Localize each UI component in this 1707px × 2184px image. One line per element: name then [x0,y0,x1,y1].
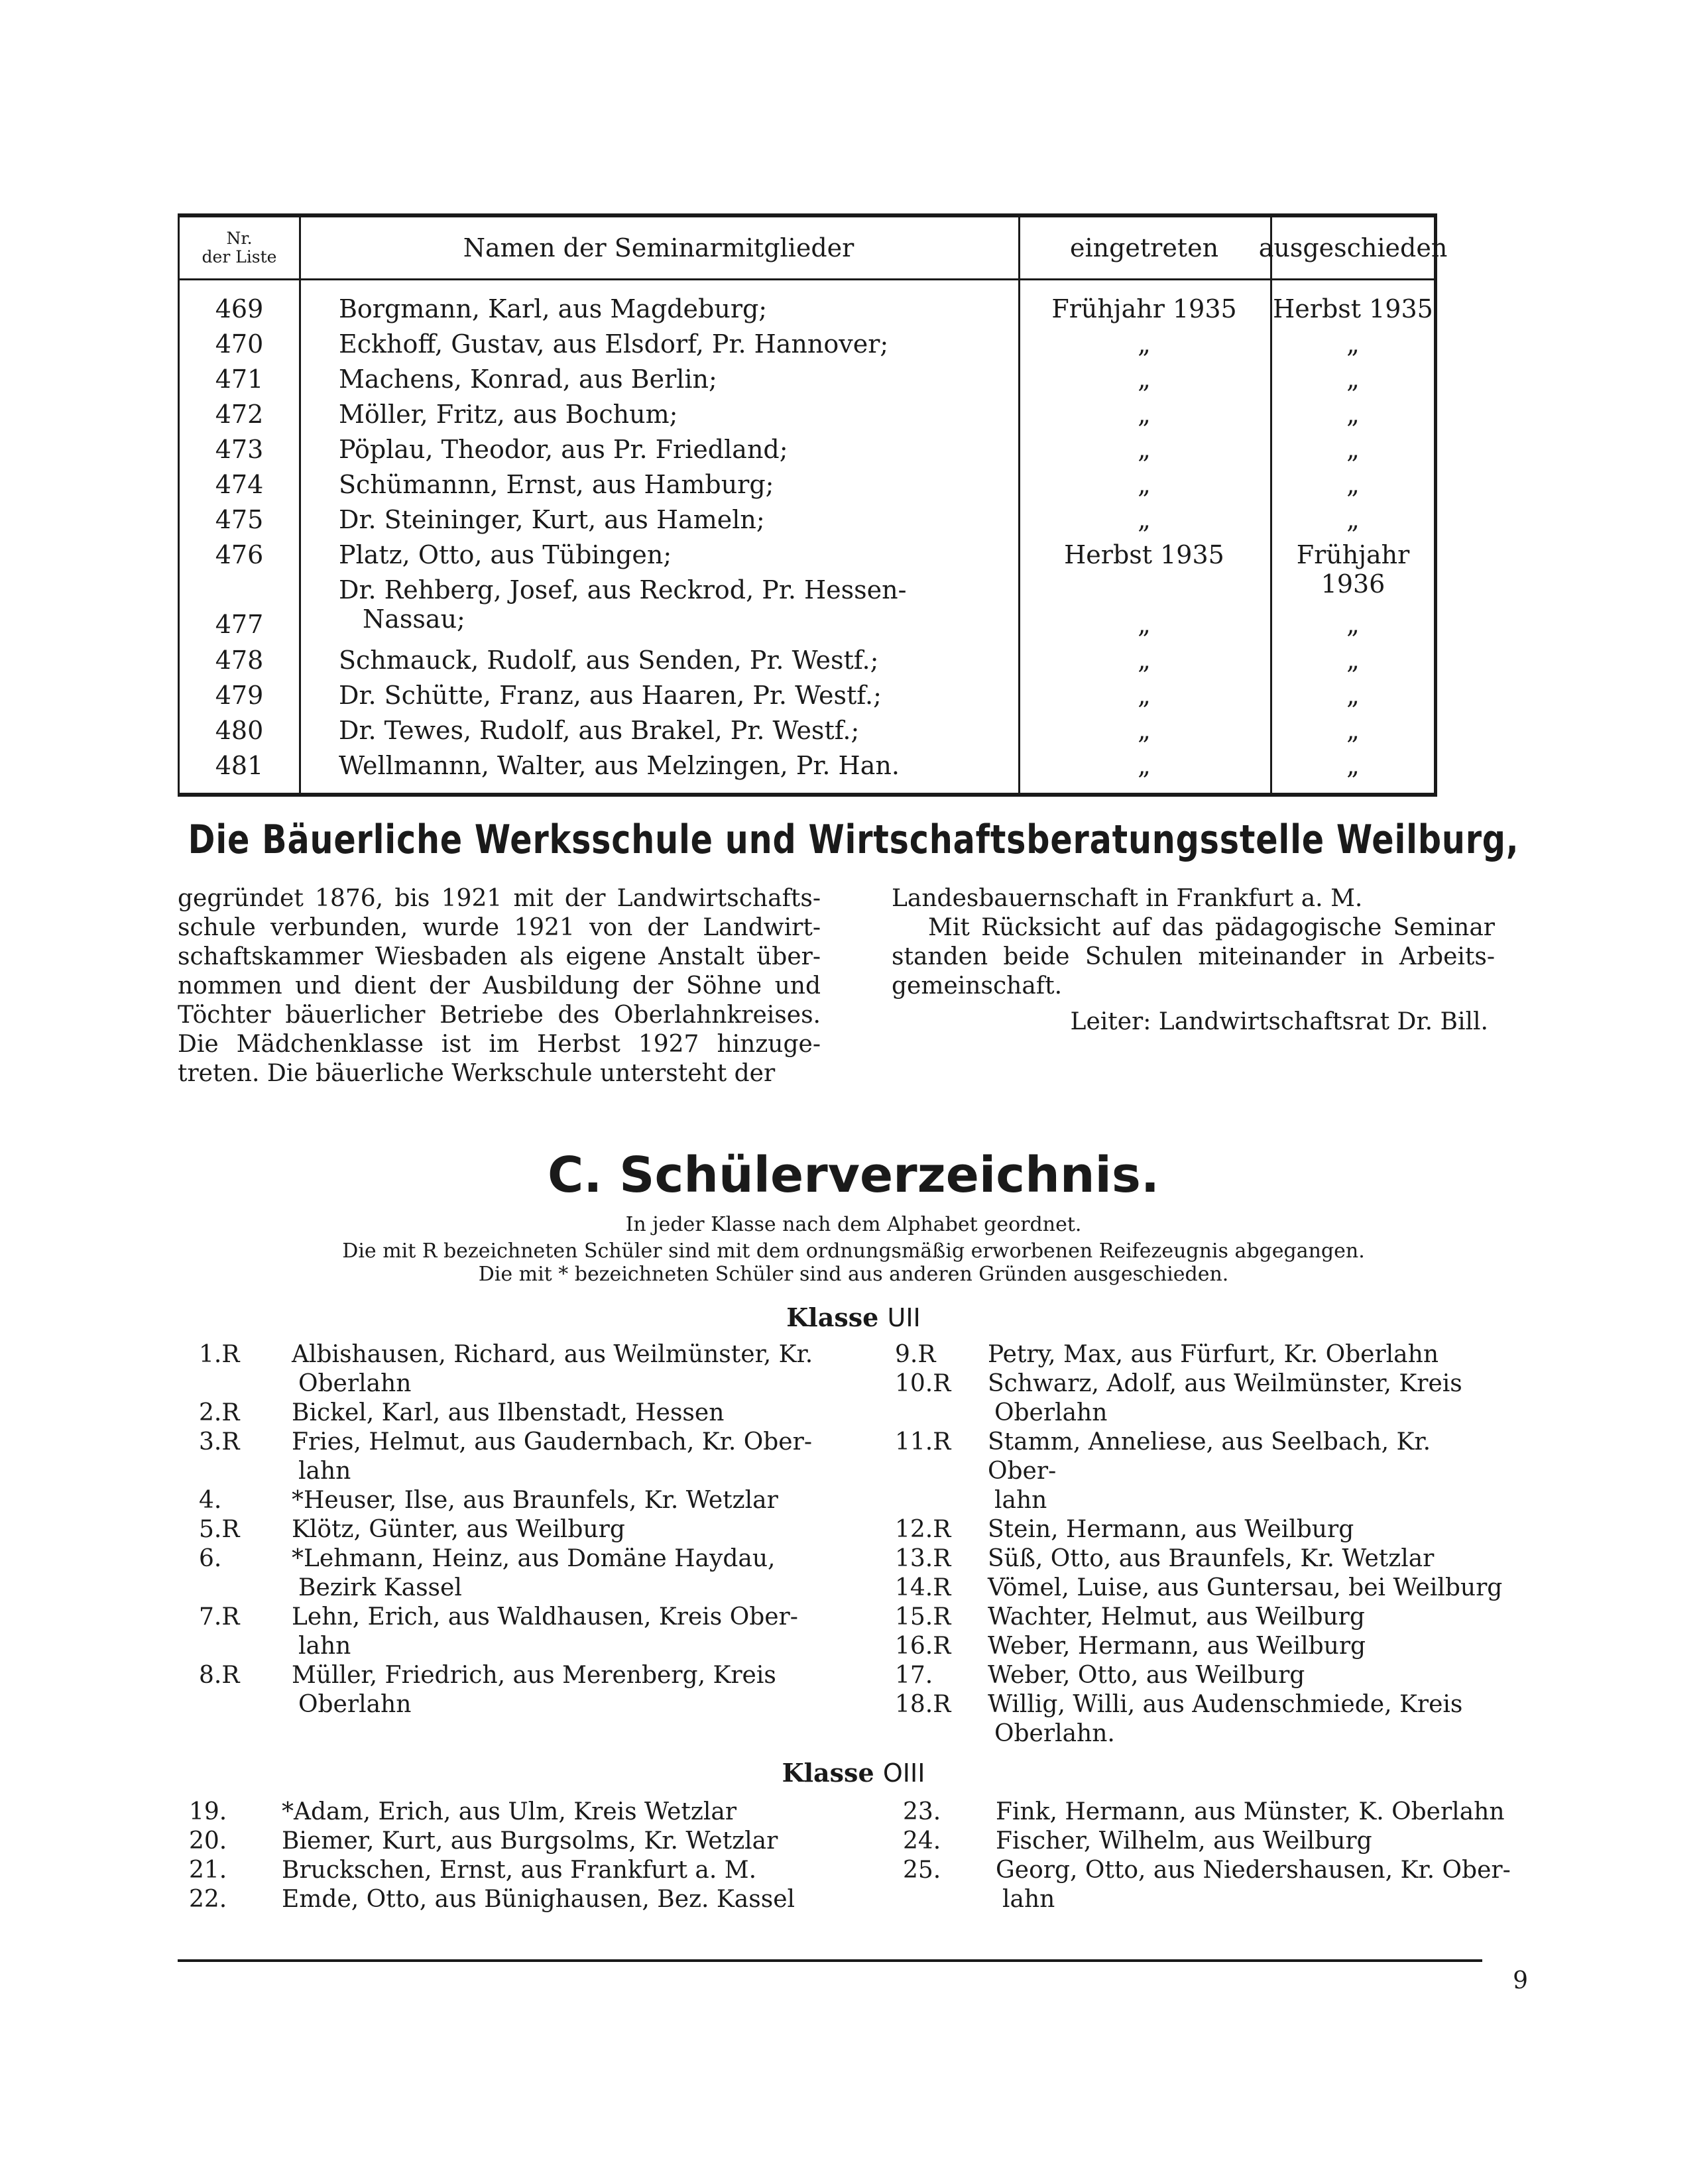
row-nr: 479 [215,681,264,710]
row-name: Borgmann, Karl, aus Magdeburg; [339,294,768,323]
row-eingetreten: „ [1138,610,1151,639]
row-eingetreten: „ [1138,329,1151,359]
student-text: Petry, Max, aus Fürfurt, Kr. Oberlahn [988,1341,1439,1368]
list-item [199,1661,855,1719]
werkschule-text-right-line1: Landesbauernschaft in Frankfurt a. M. [892,885,1363,912]
student-text: Fries, Helmut, aus Gaudernbach, Kr. Ober- [292,1428,812,1456]
row-ausgeschieden: Frühjahr 1936 [1296,540,1410,599]
student-number: 15.R [895,1603,951,1631]
row-nr: 469 [215,294,264,323]
list-item [189,1798,858,1827]
row-eingetreten: „ [1138,400,1151,429]
list-item [189,1827,858,1856]
werkschule-leiter: Leiter: Landwirtschaftsrat Dr. Bill. [1070,1008,1488,1035]
student-text: Wachter, Helmut, aus Weilburg [988,1603,1365,1631]
row-ausgeschieden: „ [1346,751,1360,780]
student-text: Emde, Otto, aus Bünighausen, Bez. Kassel [282,1886,795,1913]
header-name: Namen der Seminarmitglieder [463,233,854,262]
student-text: Fischer, Wilhelm, aus Weilburg [996,1827,1372,1855]
student-text: *Adam, Erich, aus Ulm, Kreis Wetzlar [282,1798,737,1825]
student-number: 1.R [199,1341,240,1368]
student-number: 17. [895,1662,933,1689]
list-item [199,1486,855,1515]
student-text: Willig, Willi, aus Audenschmiede, Kreis [988,1691,1463,1718]
student-text: Bickel, Karl, aus Ilbenstadt, Hessen [292,1399,725,1426]
list-item [199,1603,855,1661]
student-text: Müller, Friedrich, aus Merenberg, Kreis [292,1662,776,1689]
row-eingetreten: „ [1138,470,1151,499]
student-text-cont: Oberlahn [298,1691,412,1718]
row-name: Pöplau, Theodor, aus Pr. Friedland; [339,435,788,464]
student-number: 11.R [895,1428,951,1456]
student-number: 19. [189,1798,227,1825]
klasse-oiii-list-right [903,1798,1513,1914]
klasse-uii-heading [0,1302,1707,1332]
row-name: Wellmannn, Walter, aus Melzingen, Pr. Han. [339,751,900,780]
student-number: 4. [199,1487,222,1514]
student-text-cont: lahn [298,1633,351,1660]
row-ausgeschieden: Herbst 1935 [1273,294,1433,323]
row-name: Platz, Otto, aus Tübingen; [339,540,672,569]
page-number: 9 [1513,1967,1528,1994]
student-number: 14.R [895,1574,951,1601]
table-row [180,711,1434,746]
werkschule-text-left: gegründet 1876, bis 1921 mit der Landwirtschafts-schule verbunden, wurde 1921 von der Landwirt-schaftskammer Wiesbaden als eigene Anstalt über-nommen und dient der Ausbildung der Söhne und Töchter bäuerlicher Betriebe des Oberlahnkreises. Die Mädchenklasse ist im Herbst 1927 hinzuge-treten. Die bäuerliche Werkschule untersteht der [178,885,821,1087]
student-text: Biemer, Kurt, aus Burgsolms, Kr. Wetzlar [282,1827,778,1855]
header-eingetreten: eingetreten [1069,233,1219,262]
student-number: 25. [903,1857,941,1884]
klasse-uii-list-left [199,1340,855,1719]
werkschule-heading: Die Bäuerliche Werksschule und Wirtschaftsberatungsstelle Weilburg, [188,817,1519,863]
row-nr: 475 [215,505,264,534]
list-item [895,1661,1505,1690]
row-nr: 476 [215,540,264,569]
student-text: Lehn, Erich, aus Waldhausen, Kreis Ober- [292,1603,798,1631]
note-ordering: In jeder Klasse nach dem Alphabet geordnet. [625,1213,1082,1236]
row-nr: 481 [215,751,264,780]
table-row [180,324,1434,359]
row-name: Dr. Schütte, Franz, aus Haaren, Pr. Westf.; [339,681,882,710]
klasse-uii-list-right [895,1340,1505,1749]
klasse-name: UII [887,1303,921,1332]
student-text: *Heuser, Ilse, aus Braunfels, Kr. Wetzlar [292,1487,778,1514]
student-text-cont: lahn [1002,1886,1055,1913]
klasse-label: Klasse [786,1302,879,1332]
student-text: Weber, Hermann, aus Weilburg [988,1633,1366,1660]
row-name: Machens, Konrad, aus Berlin; [339,365,717,394]
list-item [189,1856,858,1885]
row-eingetreten: „ [1138,751,1151,780]
header-nr-line2: der Liste [202,247,277,266]
row-nr: 471 [215,365,264,394]
list-item [895,1515,1505,1544]
row-ausgeschieden: „ [1346,365,1360,394]
student-text: Vömel, Luise, aus Guntersau, bei Weilburg [988,1574,1503,1601]
header-nr [180,217,299,278]
list-item [199,1515,855,1544]
klasse-name: OIII [882,1758,925,1788]
row-ausgeschieden: „ [1346,329,1360,359]
row-ausgeschieden: „ [1346,400,1360,429]
student-text-cont: lahn [298,1458,351,1485]
student-number: 2.R [199,1399,240,1426]
table-row [180,394,1434,430]
student-number: 3.R [199,1428,240,1456]
row-eingetreten: „ [1138,505,1151,534]
student-text: Stein, Hermann, aus Weilburg [988,1516,1354,1543]
klasse-oiii-list-left [189,1798,858,1914]
list-item [895,1603,1505,1632]
row-nr: 480 [215,716,264,745]
row-nr: 477 [215,610,264,639]
row-eingetreten: Herbst 1935 [1064,540,1224,569]
student-number: 21. [189,1857,227,1884]
student-number: 10.R [895,1370,951,1397]
table-row [180,359,1434,394]
row-name: Dr. Tewes, Rudolf, aus Brakel, Pr. Westf.; [339,716,860,745]
student-text: Stamm, Anneliese, aus Seelbach, Kr. Ober- [988,1428,1431,1485]
student-text: Weber, Otto, aus Weilburg [988,1662,1305,1689]
student-text: Bruckschen, Ernst, aus Frankfurt a. M. [282,1857,757,1884]
list-item [199,1340,855,1399]
student-text-cont: Bezirk Kassel [298,1574,462,1601]
row-nr: 478 [215,646,264,675]
table-row [180,500,1434,535]
list-item [903,1827,1513,1856]
list-item [199,1428,855,1486]
student-text: Fink, Hermann, aus Münster, K. Oberlahn [996,1798,1505,1825]
row-eingetreten: „ [1138,365,1151,394]
table-header-divider [180,278,1434,280]
table-row [180,570,1434,640]
row-ausgeschieden: „ [1346,646,1360,675]
list-item [895,1369,1505,1428]
list-item [895,1690,1505,1749]
student-text-cont: Oberlahn [994,1399,1108,1426]
row-nr: 470 [215,329,264,359]
student-number: 20. [189,1827,227,1855]
row-nr: 472 [215,400,264,429]
werkschule-text-right [892,884,1495,1037]
row-ausgeschieden: „ [1346,610,1360,639]
row-eingetreten: „ [1138,681,1151,710]
table-row [180,289,1434,324]
student-text-cont: Oberlahn [298,1370,412,1397]
row-eingetreten: „ [1138,716,1151,745]
student-number: 9.R [895,1341,936,1368]
student-number: 23. [903,1798,941,1825]
klasse-oiii-heading [0,1758,1707,1788]
werkschule-text-right-para: Mit Rücksicht auf das pädagogische Seminar standen beide Schulen miteinander in Arbeits-gemeinschaft. [892,914,1495,1000]
list-item [895,1574,1505,1603]
student-text: Georg, Otto, aus Niedershausen, Kr. Ober- [996,1857,1511,1884]
student-number: 24. [903,1827,941,1855]
student-text: Albishausen, Richard, aus Weilmünster, Kr. [292,1341,813,1368]
list-item [199,1544,855,1603]
row-ausgeschieden: „ [1346,681,1360,710]
student-text: *Lehmann, Heinz, aus Domäne Haydau, [292,1545,776,1572]
student-text-cont: lahn [994,1487,1047,1514]
row-ausgeschieden: „ [1346,505,1360,534]
student-number: 16.R [895,1633,951,1660]
row-ausgeschieden: „ [1346,470,1360,499]
row-name: Dr. Steininger, Kurt, aus Hameln; [339,505,765,534]
table-row [180,746,1434,781]
row-nr: 474 [215,470,264,499]
row-eingetreten: „ [1138,646,1151,675]
table-row [180,465,1434,500]
list-item [895,1340,1505,1369]
table-row [180,430,1434,465]
student-number: 6. [199,1545,222,1572]
student-text-cont: Oberlahn. [994,1720,1115,1747]
list-item [895,1544,1505,1574]
schuelerverzeichnis-heading: C. Schülerverzeichnis. [547,1147,1160,1204]
row-eingetreten: Frühjahr 1935 [1051,294,1237,323]
list-item [903,1798,1513,1827]
list-item [895,1428,1505,1515]
row-name-line2: Nassau; [363,604,465,634]
row-name: Möller, Fritz, aus Bochum; [339,400,678,429]
row-name: Eckhoff, Gustav, aus Elsdorf, Pr. Hannover; [339,329,889,359]
note-r-marker: Die mit R bezeichneten Schüler sind mit dem ordnungsmäßig erworbenen Reifezeugnis abgegangen. [342,1239,1365,1263]
student-text: Klötz, Günter, aus Weilburg [292,1516,625,1543]
student-number: 22. [189,1886,227,1913]
row-name: Schümannn, Ernst, aus Hamburg; [339,470,774,499]
row-name: Schmauck, Rudolf, aus Senden, Pr. Westf.; [339,646,879,675]
footer-rule [178,1959,1482,1962]
row-ausgeschieden: „ [1346,435,1360,464]
student-text: Süß, Otto, aus Braunfels, Kr. Wetzlar [988,1545,1435,1572]
student-number: 7.R [199,1603,240,1631]
row-name-line1: Dr. Rehberg, Josef, aus Reckrod, Pr. Hessen- [339,575,907,604]
table-row [180,675,1434,711]
header-ausgeschieden: ausgeschieden [1258,233,1448,262]
student-text: Schwarz, Adolf, aus Weilmünster, Kreis [988,1370,1462,1397]
list-item [903,1856,1513,1914]
student-number: 5.R [199,1516,240,1543]
table-row [180,640,1434,675]
row-nr: 473 [215,435,264,464]
note-star-marker: Die mit * bezeichneten Schüler sind aus anderen Gründen ausgeschieden. [478,1263,1229,1286]
student-number: 18.R [895,1691,951,1718]
klasse-label: Klasse [782,1758,874,1788]
header-nr-line1: Nr. [226,229,253,248]
seminar-member-table [178,213,1448,797]
list-item [189,1885,858,1914]
list-item [895,1632,1505,1661]
student-number: 12.R [895,1516,951,1543]
row-eingetreten: „ [1138,435,1151,464]
row-ausgeschieden: „ [1346,716,1360,745]
student-number: 13.R [895,1545,951,1572]
student-number: 8.R [199,1662,240,1689]
list-item [199,1399,855,1428]
